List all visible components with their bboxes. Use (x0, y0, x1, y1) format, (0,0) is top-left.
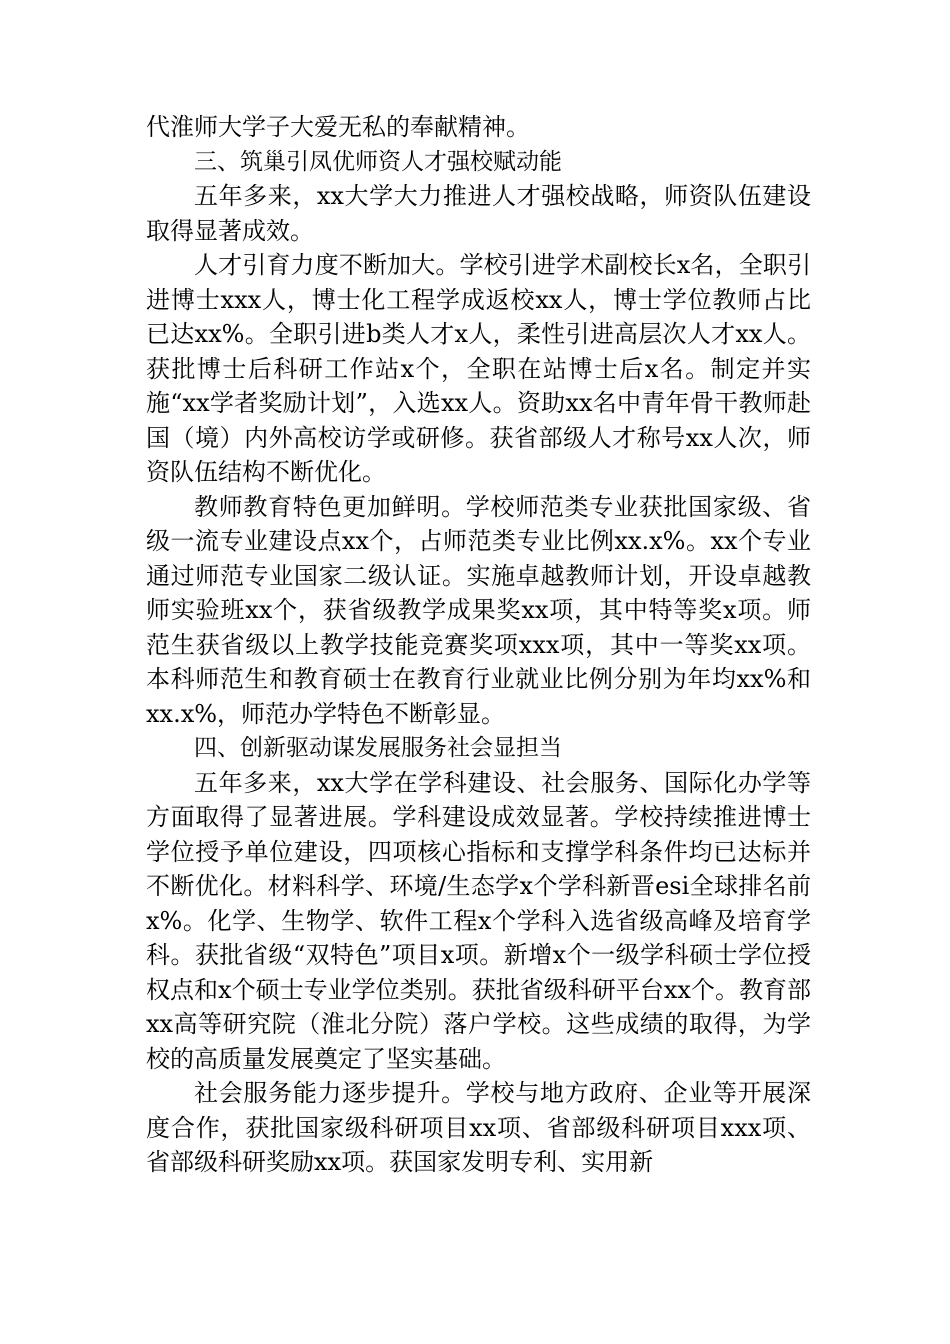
section-heading-four: 四、创新驱动谋发展服务社会显担当 (194, 735, 562, 761)
paragraph-social-service: 社会服务能力逐步提升。学校与地方政府、企业等开展深度合作，获批国家级科研项目xx项、省部级科研项目xxx项、省部级科研奖励xx项。获国家发明专利、实用新 (146, 1079, 811, 1176)
paragraph-teacher-education: 教师教育特色更加鲜明。学校师范类专业获批国家级、省级一流专业建设点xx个，占师范类专业比例xx.x%。xx个专业通过师范专业国家二级认证。实施卓越教师计划，开设卓越教师实验班xx个，获省级教学成果奖xx项，其中特等奖x项。师范生获省级以上教学技能竞赛奖项xxx项，其中一等奖xx项。本科师范生和教育硕士在教育行业就业比例分别为年均xx%和xx.x%，师范办学特色不断彰显。 (146, 492, 811, 728)
paragraph-discipline-construction: 五年多来，xx大学在学科建设、社会服务、国际化办学等方面取得了显著进展。学科建设成效显著。学校持续推进博士学位授予单位建设，四项核心指标和支撑学科条件均已达标并不断优化。材料科学、环境/生态学x个学科新晋esi全球排名前x%。化学、生物学、软件工程x个学科入选省级高峰及培育学科。获批省级“双特色”项目x项。新增x个一级学科硕士学位授权点和x个硕士专业学位类别。获批省级科研平台xx个。教育部xx高等研究院（淮北分院）落户学校。这些成绩的取得，为学校的高质量发展奠定了坚实基础。 (146, 768, 811, 1073)
document-body (146, 110, 811, 1180)
paragraph-talent-strategy: 五年多来，xx大学大力推进人才强校战略，师资队伍建设取得显著成效。 (146, 182, 811, 245)
paragraph-talent-recruitment: 人才引育力度不断加大。学校引进学术副校长x名，全职引进博士xxx人，博士化工程学成返校xx人，博士学位教师占比已达xx%。全职引进b类人才x人，柔性引进高层次人才xx人。获批博士后科研工作站x个，全职在站博士后x名。制定并实施“xx学者奖励计划”，入选xx人。资助xx名中青年骨干教师赴国（境）内外高校访学或研修。获省部级人才称号xx人次，师资队伍结构不断优化。 (146, 251, 811, 486)
section-heading-three: 三、筑巢引凤优师资人才强校赋动能 (194, 148, 562, 175)
paragraph-continuation: 代淮师大学子大爱无私的奉献精神。 (146, 113, 530, 141)
